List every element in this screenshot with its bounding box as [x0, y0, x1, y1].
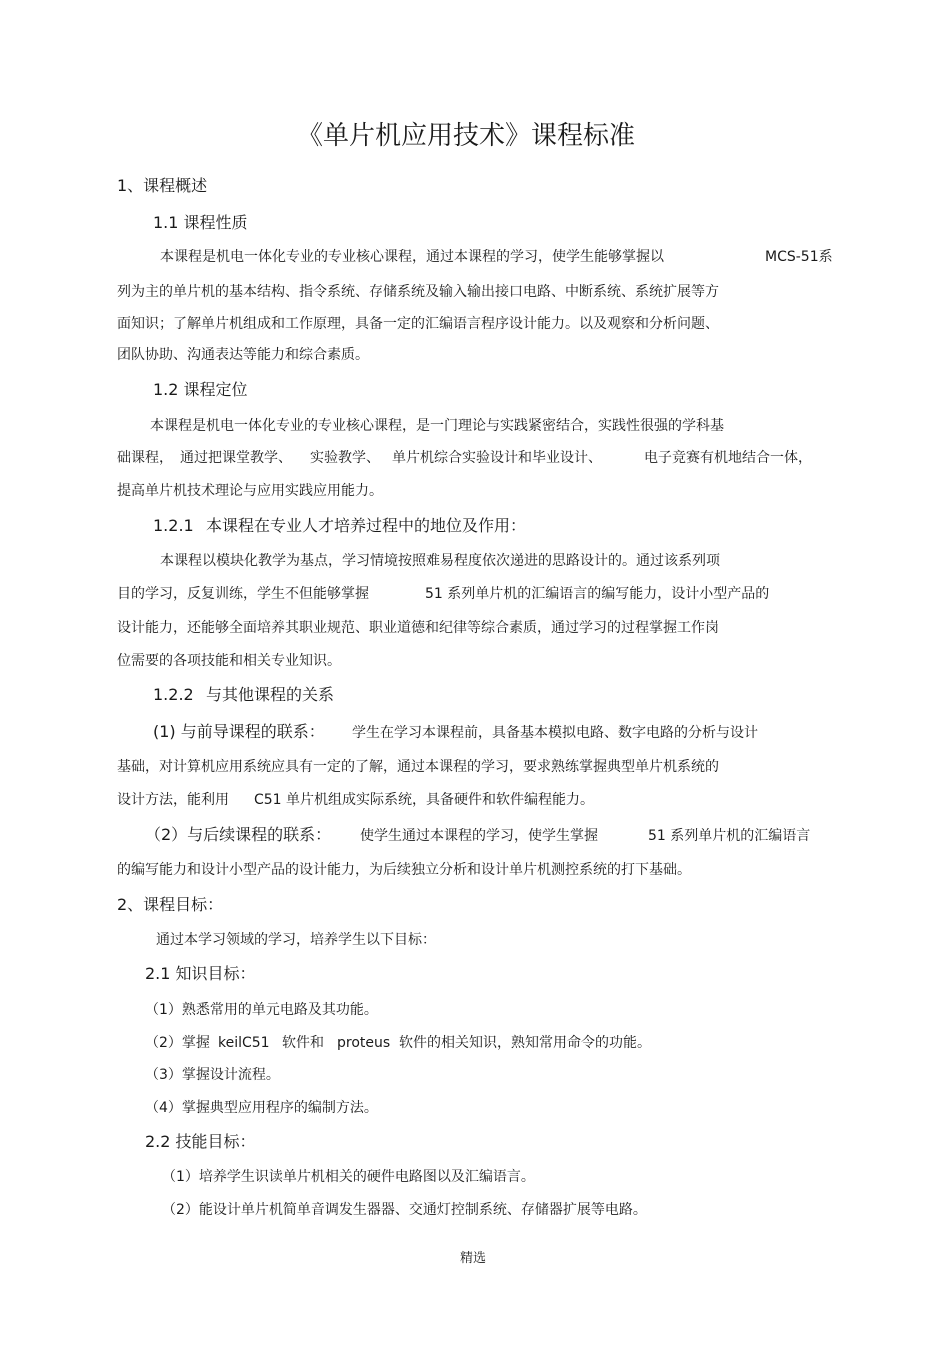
- paragraph-line: 通过本学习领域的学习，培养学生以下目标：: [156, 932, 436, 948]
- section-1-2-1-heading: 本课程在专业人才培养过程中的地位及作用：: [206, 516, 527, 535]
- section-1-2-heading: 1.2 课程定位: [153, 380, 248, 399]
- paragraph-line: 电子竞赛有机地结合一体，: [644, 450, 812, 466]
- paragraph-line: 设计能力，还能够全面培养其职业规范、职业道德和纪律等综合素质，通过学习的过程掌握工作岗: [117, 620, 719, 636]
- paragraph-line: 基础，对计算机应用系统应具有一定的了解，通过本课程的学习，要求熟练掌握典型单片机系统的: [117, 759, 719, 775]
- paragraph-line: 本课程是机电一体化专业的专业核心课程，是一门理论与实践紧密结合，实践性很强的学科基: [150, 418, 724, 434]
- paragraph-line: 学生在学习本课程前，具备基本模拟电路、数字电路的分析与设计: [352, 725, 758, 741]
- paragraph-line: 列为主的单片机的基本结构、指令系统、存储系统及输入输出接口电路、中断系统、系统扩展等方: [117, 284, 719, 300]
- section-1-1-heading: 1.1 课程性质: [153, 213, 248, 232]
- paragraph-line: 面知识；了解单片机组成和工作原理，具备一定的汇编语言程序设计能力。以及观察和分析问题、: [117, 316, 719, 332]
- paragraph-line: 实验教学、: [310, 450, 380, 466]
- relation-2-heading: （2）与后续课程的联系：: [145, 825, 332, 844]
- paragraph-line: 单片机综合实验设计和毕业设计、: [392, 450, 602, 466]
- skill-item: （1）培养学生识读单片机相关的硬件电路图以及汇编语言。: [162, 1169, 535, 1185]
- knowledge-item: （2）掌握: [145, 1035, 210, 1051]
- section-1-heading: 1、课程概述: [117, 176, 208, 195]
- paragraph-line: 目的学习，反复训练，学生不但能够掌握: [117, 586, 369, 602]
- page-footer: 精选: [460, 1251, 487, 1266]
- section-1-2-1-number: 1.2.1: [153, 516, 194, 535]
- paragraph-line: 位需要的各项技能和相关专业知识。: [117, 653, 341, 669]
- knowledge-item: proteus: [337, 1035, 391, 1051]
- knowledge-item: 软件的相关知识，熟知常用命令的功能。: [399, 1035, 651, 1051]
- knowledge-item: keilC51: [218, 1035, 270, 1051]
- relation-1-heading: (1) 与前导课程的联系：: [153, 722, 325, 741]
- paragraph-line: 设计方法，能利用: [117, 792, 229, 808]
- paragraph-line: 51 系列单片机的汇编语言: [648, 828, 811, 844]
- paragraph-line: 通过把课堂教学、: [180, 450, 292, 466]
- paragraph-line: 51 系列单片机的汇编语言的编写能力，设计小型产品的: [425, 586, 770, 602]
- paragraph-line: 使学生通过本课程的学习，使学生掌握: [360, 828, 598, 844]
- knowledge-item: 软件和: [282, 1035, 324, 1051]
- paragraph-line: 本课程是机电一体化专业的专业核心课程，通过本课程的学习，使学生能够掌握以: [160, 249, 664, 265]
- paragraph-line: C51 单片机组成实际系统，具备硬件和软件编程能力。: [254, 792, 595, 808]
- knowledge-item: （4）掌握典型应用程序的编制方法。: [145, 1100, 378, 1116]
- section-2-2-heading: 2.2 技能目标：: [145, 1132, 256, 1151]
- knowledge-item: （3）掌握设计流程。: [145, 1067, 280, 1083]
- paragraph-line: 团队协助、沟通表达等能力和综合素质。: [117, 347, 369, 363]
- page-title: 《单片机应用技术》课程标准: [297, 121, 636, 151]
- section-1-2-2-heading: 与其他课程的关系: [206, 685, 335, 704]
- section-2-1-heading: 2.1 知识目标：: [145, 964, 256, 983]
- knowledge-item: （1）熟悉常用的单元电路及其功能。: [145, 1002, 378, 1018]
- skill-item: （2）能设计单片机简单音调发生器器、交通灯控制系统、存储器扩展等电路。: [162, 1202, 647, 1218]
- paragraph-line: 提高单片机技术理论与应用实践应用能力。: [117, 483, 383, 499]
- paragraph-line: 本课程以模块化教学为基点，学习情境按照难易程度依次递进的思路设计的。通过该系列项: [160, 553, 720, 569]
- paragraph-line: MCS-51系: [765, 249, 833, 265]
- paragraph-line: 础课程，: [117, 450, 173, 466]
- section-2-heading: 2、课程目标：: [117, 895, 224, 914]
- section-1-2-2-number: 1.2.2: [153, 685, 194, 704]
- paragraph-line: 的编写能力和设计小型产品的设计能力，为后续独立分析和设计单片机测控系统的打下基础。: [117, 862, 691, 878]
